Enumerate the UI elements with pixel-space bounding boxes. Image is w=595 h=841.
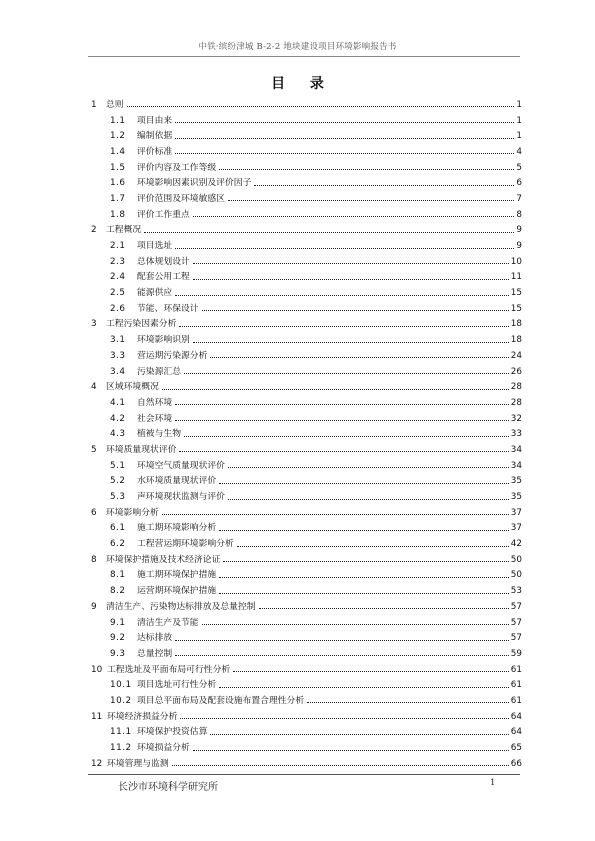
toc-entry-title: 评价范围及环境敏感区 [137,193,225,204]
footer-page-number: 1 [490,778,496,788]
toc-section-entry[interactable] [88,646,522,662]
toc-dot-leader [179,451,508,452]
toc-dot-leader [228,467,509,468]
toc-entry-page: 28 [510,397,522,408]
toc-entry-number: 3.3 [110,350,126,361]
toc-dot-leader [193,342,509,343]
toc-chapter-entry[interactable] [88,379,522,395]
toc-entry-title: 项目选址 [137,241,173,252]
toc-entry-number: 4 [91,382,97,393]
toc-section-entry[interactable] [88,285,522,301]
toc-entry-page: 9 [516,241,522,252]
toc-entry-number: 2.1 [110,241,126,252]
toc-entry-number: 4.1 [110,397,126,408]
toc-entry-title: 植被与生物 [137,429,181,440]
footer-organization: 长沙市环境科学研究所 [118,782,218,793]
toc-dot-leader [127,106,515,107]
toc-section-entry[interactable] [88,568,522,584]
toc-dot-leader [219,483,509,484]
toc-entry-page: 18 [510,319,522,330]
toc-entry-page: 28 [510,382,522,393]
toc-entry-number: 1.4 [110,146,126,157]
toc-entry-number: 11.2 [110,743,132,754]
toc-entry-number: 1.6 [110,178,126,189]
toc-dot-leader [228,499,509,500]
toc-entry-number: 2.5 [110,288,126,299]
toc-entry-page: 61 [510,695,522,706]
toc-entry-title: 环境影响因素识别及评价因子 [137,178,252,189]
toc-entry-page: 1 [516,131,522,142]
toc-entry-title: 评价工作重点 [137,209,190,220]
toc-entry-title: 环境保护措施及技术经济论证 [106,554,221,565]
toc-entry-title: 水环境质量现状评价 [137,476,217,487]
toc-entry-page: 37 [510,507,522,518]
toc-entry-page: 1 [516,99,522,110]
toc-entry-title: 环境影响分析 [106,507,159,518]
toc-entry-page: 37 [510,523,522,534]
toc-entry-number: 9 [91,601,97,612]
toc-entry-page: 57 [510,617,522,628]
toc-entry-number: 6.2 [110,539,126,550]
toc-entry-number: 1.7 [110,193,126,204]
toc-section-entry[interactable] [88,411,522,427]
toc-entry-title: 工程选址及平面布局可行性分析 [107,664,231,675]
toc-entry-number: 3 [91,319,97,330]
toc-entry-number: 9.1 [110,617,126,628]
toc-section-entry[interactable] [88,521,522,537]
toc-dot-leader [259,608,509,609]
toc-entry-title: 社会环境 [137,413,173,424]
toc-entry-title: 工程概况 [106,225,142,236]
toc-section-entry[interactable] [88,332,522,348]
toc-dot-leader [202,624,509,625]
toc-entry-number: 5.2 [110,476,126,487]
toc-entry-page: 35 [510,476,522,487]
toc-chapter-entry[interactable] [88,552,522,568]
toc-entry-title: 施工期环境影响分析 [137,523,217,534]
toc-section-entry[interactable] [88,364,522,380]
toc-entry-page: 50 [510,570,522,581]
toc-entry-page: 18 [510,335,522,346]
toc-entry-title: 总量控制 [137,648,173,659]
toc-entry-number: 1.2 [110,131,126,142]
toc-chapter-entry[interactable] [88,709,522,725]
toc-entry-number: 2.3 [110,256,126,267]
toc-section-entry[interactable] [88,536,522,552]
toc-entry-number: 5 [91,444,97,455]
toc-entry-title: 环境空气质量现状评价 [137,460,225,471]
toc-dot-leader [210,734,508,735]
toc-entry-title: 施工期环境保护措施 [137,570,217,581]
toc-section-entry[interactable] [88,348,522,364]
toc-dot-leader [223,561,508,562]
toc-section-entry[interactable] [88,474,522,490]
toc-entry-title: 环境质量现状评价 [106,444,177,455]
toc-dot-leader [193,279,509,280]
toc-section-entry[interactable] [88,238,522,254]
toc-entry-number: 8 [91,554,97,565]
toc-dot-leader [179,326,508,327]
table-of-contents [88,97,522,772]
toc-entry-number: 1 [91,99,97,110]
toc-dot-leader [219,530,509,531]
toc-dot-leader [162,514,509,515]
toc-entry-page: 59 [510,648,522,659]
toc-entry-title: 工程营运期环境影响分析 [137,539,234,550]
toc-entry-title: 编制依据 [137,131,173,142]
toc-entry-title: 项目总平面布局及配套设施布置合理性分析 [137,695,305,706]
toc-section-entry[interactable] [88,128,522,144]
toc-dot-leader [233,671,509,672]
toc-entry-title: 区域环境概况 [106,382,159,393]
toc-dot-leader [254,185,514,186]
toc-dot-leader [202,310,509,311]
toc-dot-leader [219,687,509,688]
toc-dot-leader [193,263,509,264]
toc-entry-title: 能源供应 [137,288,173,299]
toc-chapter-entry[interactable] [88,662,522,678]
toc-chapter-entry[interactable] [88,599,522,615]
toc-dot-leader [219,577,509,578]
toc-entry-page: 61 [510,664,522,675]
toc-dot-leader [228,200,514,201]
toc-entry-number: 12 [91,758,103,769]
toc-section-entry[interactable] [88,426,522,442]
toc-entry-page: 61 [510,680,522,691]
toc-dot-leader [210,357,508,358]
toc-dot-leader [184,436,509,437]
toc-entry-title: 环境保护投资估算 [137,727,208,738]
toc-entry-page: 33 [510,429,522,440]
toc-section-entry[interactable] [88,615,522,631]
toc-entry-title: 节能、环保设计 [137,303,199,314]
toc-section-entry[interactable] [88,740,522,756]
toc-dot-leader [175,295,509,296]
toc-entry-title: 清洁生产及节能 [137,617,199,628]
toc-section-entry[interactable] [88,270,522,286]
toc-chapter-entry[interactable] [88,505,522,521]
toc-entry-title: 项目选址可行性分析 [137,680,217,691]
toc-section-entry[interactable] [88,677,522,693]
toc-entry-title: 污染源汇总 [137,366,181,377]
toc-dot-leader [175,153,514,154]
toc-section-entry[interactable] [88,113,522,129]
toc-dot-leader [184,373,509,374]
toc-entry-number: 9.2 [110,633,126,644]
toc-section-entry[interactable] [88,207,522,223]
toc-dot-leader [144,232,514,233]
toc-section-entry[interactable] [88,160,522,176]
toc-entry-number: 11.1 [110,727,132,738]
toc-entry-title: 总体规划设计 [137,256,190,267]
toc-entry-page: 34 [510,460,522,471]
footer-divider [88,774,520,775]
toc-entry-number: 4.3 [110,429,126,440]
toc-entry-title: 自然环境 [137,397,173,408]
toc-entry-title: 达标排放 [137,633,173,644]
toc-entry-number: 2.4 [110,272,126,283]
toc-entry-page: 1 [516,115,522,126]
toc-dot-leader [172,765,509,766]
toc-dot-leader [175,138,514,139]
toc-dot-leader [180,718,508,719]
toc-chapter-entry[interactable] [88,442,522,458]
toc-entry-number: 9.3 [110,648,126,659]
toc-entry-page: 35 [510,492,522,503]
toc-entry-number: 5.3 [110,492,126,503]
toc-section-entry[interactable] [88,175,522,191]
toc-entry-number: 8.2 [110,586,126,597]
toc-entry-number: 4.2 [110,413,126,424]
toc-entry-number: 2.6 [110,303,126,314]
toc-dot-leader [175,122,514,123]
toc-entry-number: 10 [91,664,103,675]
toc-dot-leader [193,216,515,217]
toc-dot-leader [193,750,509,751]
toc-entry-page: 66 [510,758,522,769]
toc-entry-number: 10.1 [110,680,132,691]
toc-entry-page: 24 [510,350,522,361]
toc-dot-leader [162,389,509,390]
toc-entry-page: 65 [510,743,522,754]
toc-entry-number: 2 [91,225,97,236]
toc-entry-page: 15 [510,288,522,299]
toc-entry-title: 环境损益分析 [137,743,190,754]
toc-entry-page: 50 [510,554,522,565]
toc-entry-page: 8 [516,209,522,220]
toc-dot-leader [307,702,509,703]
toc-entry-page: 10 [510,256,522,267]
toc-section-entry[interactable] [88,630,522,646]
toc-chapter-entry[interactable] [88,223,522,239]
toc-entry-number: 6 [91,507,97,518]
toc-entry-page: 9 [516,225,522,236]
toc-section-entry[interactable] [88,725,522,741]
toc-section-entry[interactable] [88,583,522,599]
toc-entry-title: 评价标准 [137,146,173,157]
toc-entry-title: 评价内容及工作等级 [137,162,217,173]
toc-entry-title: 工程污染因素分析 [106,319,177,330]
toc-entry-title: 项目由来 [137,115,173,126]
toc-entry-page: 32 [510,413,522,424]
toc-entry-page: 7 [516,193,522,204]
toc-dot-leader [175,420,509,421]
toc-entry-page: 42 [510,539,522,550]
toc-entry-page: 53 [510,586,522,597]
toc-section-entry[interactable] [88,254,522,270]
toc-entry-title: 声环境现状监测与评价 [137,492,225,503]
toc-entry-number: 5.1 [110,460,126,471]
toc-dot-leader [175,655,509,656]
toc-section-entry[interactable] [88,301,522,317]
toc-section-entry[interactable] [88,458,522,474]
toc-entry-title: 环境管理与监测 [107,758,169,769]
toc-dot-leader [175,640,509,641]
toc-entry-title: 运营期环境保护措施 [137,586,217,597]
toc-entry-page: 4 [516,146,522,157]
toc-entry-title: 营运期污染源分析 [137,350,208,361]
toc-entry-page: 5 [516,162,522,173]
toc-entry-number: 1.1 [110,115,126,126]
toc-section-entry[interactable] [88,489,522,505]
toc-dot-leader [219,169,514,170]
toc-entry-page: 64 [510,711,522,722]
toc-section-entry[interactable] [88,395,522,411]
toc-dot-leader [175,404,509,405]
toc-entry-page: 15 [510,303,522,314]
toc-entry-number: 3.4 [110,366,126,377]
toc-chapter-entry[interactable] [88,756,522,772]
toc-entry-page: 26 [510,366,522,377]
toc-chapter-entry[interactable] [88,317,522,333]
toc-entry-page: 57 [510,633,522,644]
toc-entry-title: 环境影响识别 [137,335,190,346]
toc-entry-page: 34 [510,444,522,455]
toc-dot-leader [219,593,509,594]
toc-entry-number: 1.8 [110,209,126,220]
toc-entry-number: 6.1 [110,523,126,534]
toc-section-entry[interactable] [88,191,522,207]
toc-entry-number: 10.2 [110,695,132,706]
toc-entry-title: 配套公用工程 [137,272,190,283]
toc-section-entry[interactable] [88,144,522,160]
toc-entry-title: 总则 [106,99,124,110]
toc-chapter-entry[interactable] [88,97,522,113]
toc-entry-page: 11 [510,272,522,283]
toc-dot-leader [175,248,514,249]
toc-entry-page: 64 [510,727,522,738]
toc-entry-page: 57 [510,601,522,612]
toc-entry-number: 8.1 [110,570,126,581]
running-header: 中铁·缤纷津城 B-2-2 地块建设项目环境影响报告书 [198,42,397,52]
header-divider [88,56,520,57]
toc-entry-number: 1.5 [110,162,126,173]
page-title: 目 录 [271,76,334,92]
toc-dot-leader [237,546,509,547]
toc-entry-number: 11 [91,711,103,722]
toc-entry-title: 清洁生产、污染物达标排放及总量控制 [106,601,256,612]
toc-entry-page: 6 [516,178,522,189]
toc-section-entry[interactable] [88,693,522,709]
toc-entry-title: 环境经济损益分析 [107,711,178,722]
toc-entry-number: 3.1 [110,335,126,346]
